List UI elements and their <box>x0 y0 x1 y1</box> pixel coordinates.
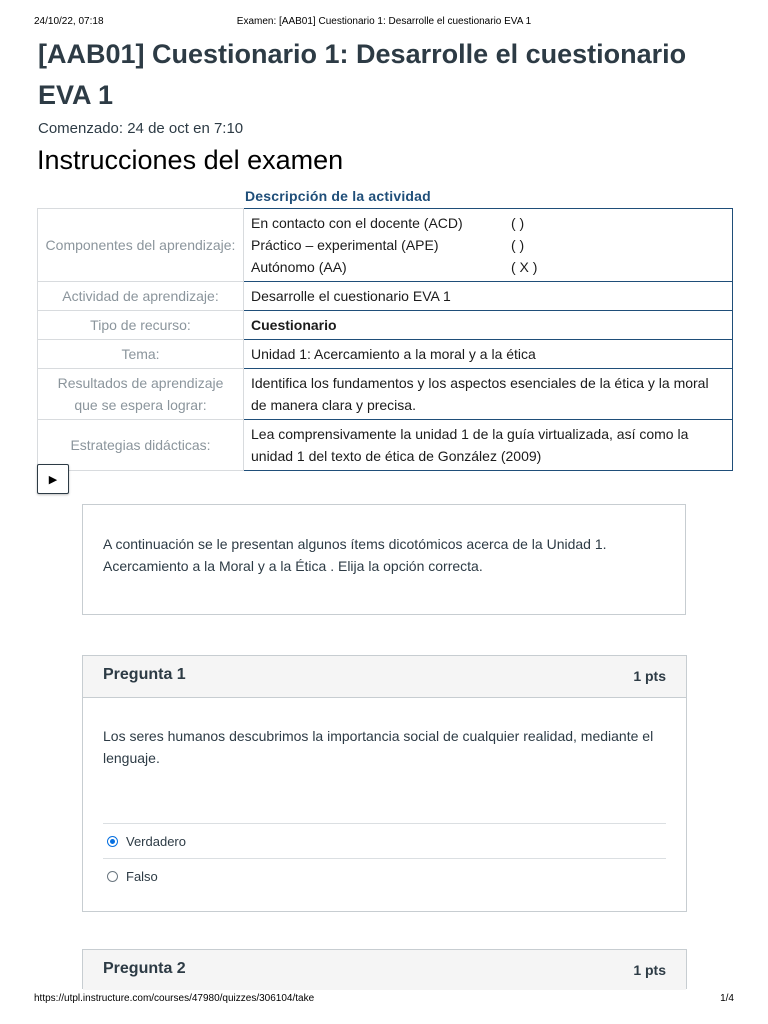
componente-mark: ( ) <box>511 215 525 231</box>
row-actividad <box>38 282 733 311</box>
print-datetime: 24/10/22, 07:18 <box>34 16 104 27</box>
play-icon: ▶ <box>48 473 58 486</box>
media-play-button[interactable] <box>37 464 69 494</box>
value-resultados: Identifica los fundamentos y los aspectos esenciales de la ética y la moral de manera clara y precisa. <box>244 369 733 420</box>
label-componentes: Componentes del aprendizaje: <box>38 209 244 282</box>
answer-label[interactable]: Falso <box>126 868 158 884</box>
quiz-intro-text: A continuación se le presentan algunos ítems dicotómicos acerca de la Unidad 1. Acercamiento a la Moral y a la Ética . Elija la opción correcta. <box>82 504 686 615</box>
row-tema <box>38 340 733 369</box>
question-2 <box>82 949 687 989</box>
componente-label: Práctico – experimental (APE) <box>251 237 439 253</box>
row-tipo-recurso <box>38 311 733 340</box>
answer-label[interactable]: Verdadero <box>126 833 186 849</box>
answer-list <box>103 823 666 893</box>
activity-description-caption: Descripción de la actividad <box>245 188 431 204</box>
componente-label: Autónomo (AA) <box>251 259 347 275</box>
print-header <box>34 16 734 30</box>
label-actividad: Actividad de aprendizaje: <box>38 282 244 311</box>
radio-checked-icon[interactable] <box>107 836 118 847</box>
label-tema: Tema: <box>38 340 244 369</box>
value-estrategias: Lea comprensivamente la unidad 1 de la guía virtualizada, así como la unidad 1 del texto de ética de González (2009) <box>244 420 733 471</box>
answer-option-verdadero[interactable] <box>103 823 666 858</box>
quiz-started-time: Comenzado: 24 de oct en 7:10 <box>38 120 244 137</box>
question-name: Pregunta 1 <box>103 666 186 683</box>
question-name: Pregunta 2 <box>103 960 186 977</box>
question-points: 1 pts <box>633 962 666 978</box>
print-url: https://utpl.instructure.com/courses/47980/quizzes/306104/take <box>34 993 315 1004</box>
componente-mark: ( X ) <box>511 259 538 275</box>
row-resultados <box>38 369 733 420</box>
print-page-number: 1/4 <box>720 993 734 1004</box>
answer-option-falso[interactable] <box>103 858 666 893</box>
question-points: 1 pts <box>633 668 666 684</box>
componente-mark: ( ) <box>511 237 525 253</box>
componente-line <box>251 234 725 256</box>
value-tema: Unidad 1: Acercamiento a la moral y a la ética <box>244 340 733 369</box>
radio-unchecked-icon[interactable] <box>107 871 118 882</box>
label-resultados: Resultados de aprendizaje que se espera lograr: <box>38 369 244 420</box>
question-1 <box>82 655 687 912</box>
print-footer <box>34 993 734 1007</box>
value-componentes <box>244 209 733 282</box>
instructions-heading: Instrucciones del examen <box>37 145 344 175</box>
componente-line <box>251 256 725 278</box>
activity-table <box>37 208 733 471</box>
question-header <box>83 950 686 990</box>
value-tipo-recurso: Cuestionario <box>244 311 733 340</box>
componente-label: En contacto con el docente (ACD) <box>251 215 463 231</box>
value-actividad: Desarrolle el cuestionario EVA 1 <box>244 282 733 311</box>
label-tipo-recurso: Tipo de recurso: <box>38 311 244 340</box>
question-header <box>83 656 686 698</box>
question-text: Los seres humanos descubrimos la importancia social de cualquier realidad, mediante el lenguaje. <box>103 728 654 766</box>
row-componentes <box>38 209 733 282</box>
print-document-title: Examen: [AAB01] Cuestionario 1: Desarrolle el cuestionario EVA 1 <box>236 16 532 27</box>
quiz-title: [AAB01] Cuestionario 1: Desarrolle el cuestionario EVA 1 <box>38 39 687 110</box>
row-estrategias <box>38 420 733 471</box>
label-estrategias: Estrategias didácticas: <box>38 420 244 471</box>
componente-line <box>251 212 725 234</box>
